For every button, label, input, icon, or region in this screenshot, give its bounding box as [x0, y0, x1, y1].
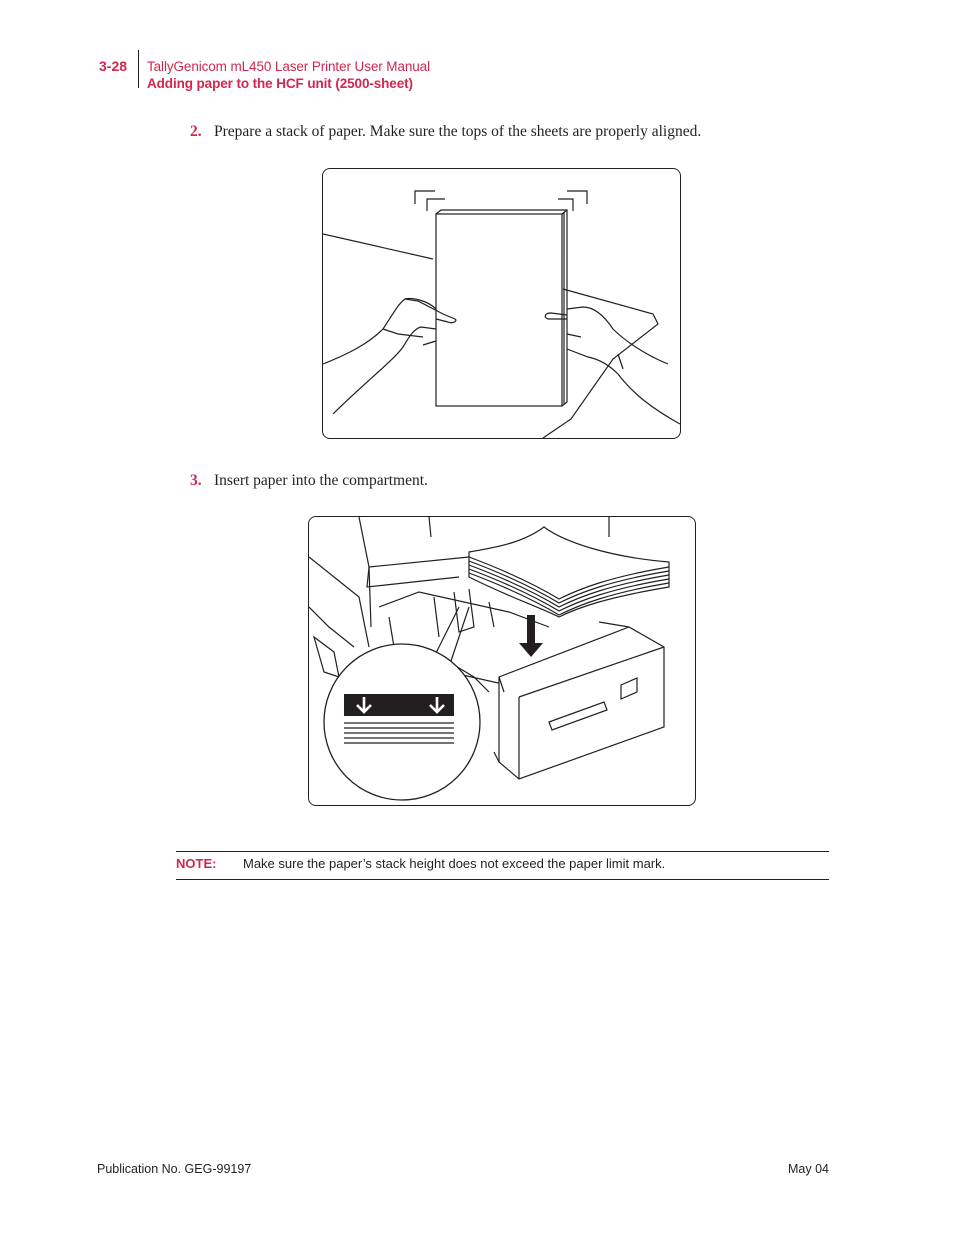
- publication-date: May 04: [788, 1162, 829, 1176]
- insert-paper-illustration: [308, 516, 696, 806]
- note-top-rule: [176, 851, 829, 852]
- step-2: [190, 123, 701, 141]
- note-bottom-rule: [176, 879, 829, 880]
- publication-number: Publication No. GEG-99197: [97, 1162, 252, 1176]
- step-3: [190, 472, 428, 490]
- note-text: Make sure the paper’s stack height does not exceed the paper limit mark.: [243, 856, 666, 871]
- section-title: Adding paper to the HCF unit (2500-sheet): [147, 76, 413, 91]
- step-3-number: 3.: [190, 472, 202, 489]
- step-2-number: 2.: [190, 123, 202, 140]
- header-divider: [138, 50, 139, 88]
- manual-title: TallyGenicom mL450 Laser Printer User Manual: [147, 59, 430, 74]
- page-number: 3-28: [99, 58, 128, 74]
- step-3-text: Insert paper into the compartment.: [214, 472, 428, 489]
- step-2-text: Prepare a stack of paper. Make sure the tops of the sheets are properly aligned.: [214, 123, 702, 140]
- note-label: NOTE:: [176, 856, 217, 871]
- paper-stack-illustration: [322, 168, 681, 439]
